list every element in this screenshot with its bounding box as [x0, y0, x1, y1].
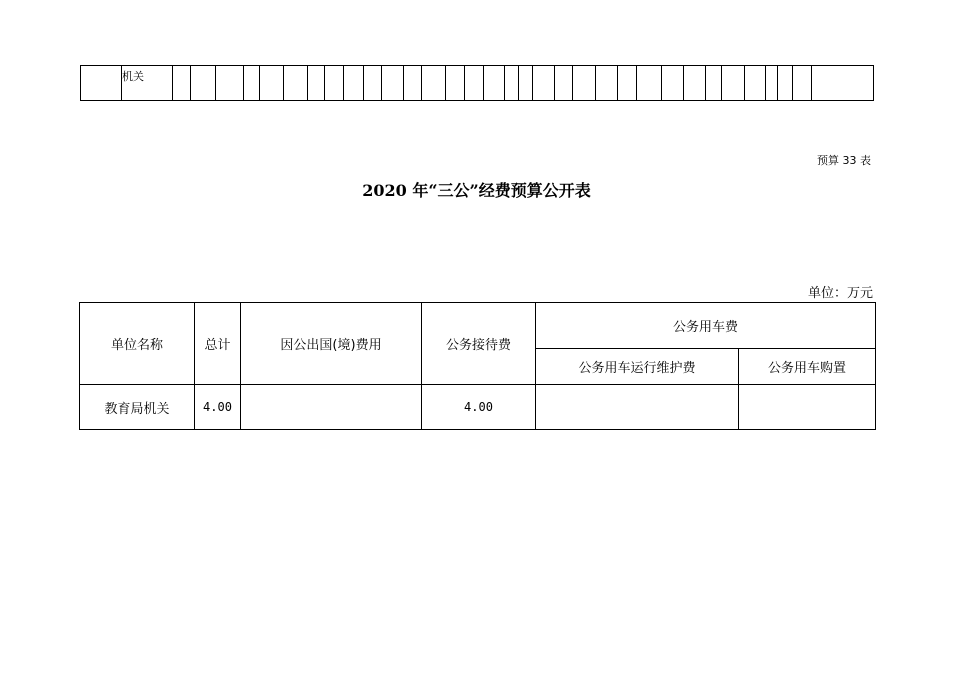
table-cell-divider — [744, 66, 745, 100]
cell-reception: 4.00 — [422, 385, 536, 430]
budget-table — [79, 302, 876, 430]
cell-abroad — [241, 385, 422, 430]
cell-vehicle-operation — [536, 385, 739, 430]
header-vehicle-operation: 公务用车运行维护费 — [536, 349, 739, 385]
table-cell-divider — [554, 66, 555, 100]
table-cell-divider — [765, 66, 766, 100]
table-cell-divider — [777, 66, 778, 100]
page-title: 2020 年“三公”经费预算公开表 — [362, 181, 591, 200]
sheet-number: 预算 33 表 — [817, 154, 871, 167]
table-cell-divider — [792, 66, 793, 100]
table-cell-divider — [483, 66, 484, 100]
table-cell-divider — [595, 66, 596, 100]
table-cell-divider — [190, 66, 191, 100]
table-cell-divider — [504, 66, 505, 100]
table-cell-divider — [307, 66, 308, 100]
table-cell-divider — [532, 66, 533, 100]
table-cell-divider — [705, 66, 706, 100]
table-cell-divider — [811, 66, 812, 100]
table-cell-divider — [636, 66, 637, 100]
table-cell-divider — [464, 66, 465, 100]
table-cell-divider — [617, 66, 618, 100]
table-cell-divider — [283, 66, 284, 100]
header-reception: 公务接待费 — [422, 303, 536, 385]
header-vehicle: 公务用车费 — [536, 303, 876, 349]
table-cell-divider — [121, 66, 122, 100]
cell-total: 4.00 — [195, 385, 241, 430]
header-abroad: 因公出国(境)费用 — [241, 303, 422, 385]
table-cell-divider — [403, 66, 404, 100]
table-cell-divider — [445, 66, 446, 100]
previous-table-cell-label: 机关 — [122, 70, 144, 83]
table-cell-divider — [343, 66, 344, 100]
table-cell-divider — [363, 66, 364, 100]
table-cell-divider — [172, 66, 173, 100]
table-cell-divider — [572, 66, 573, 100]
table-cell-divider — [721, 66, 722, 100]
table-cell-divider — [661, 66, 662, 100]
header-total: 总计 — [195, 303, 241, 385]
header-vehicle-purchase: 公务用车购置 — [739, 349, 876, 385]
table-cell-divider — [243, 66, 244, 100]
cell-vehicle-purchase — [739, 385, 876, 430]
table-row — [80, 385, 876, 430]
previous-table-fragment — [80, 65, 874, 101]
header-unit-name: 单位名称 — [80, 303, 195, 385]
table-cell-divider — [324, 66, 325, 100]
table-cell-divider — [215, 66, 216, 100]
unit-label: 单位：万元 — [807, 286, 873, 301]
cell-unit-name: 教育局机关 — [80, 385, 195, 430]
table-cell-divider — [421, 66, 422, 100]
table-cell-divider — [683, 66, 684, 100]
table-cell-divider — [381, 66, 382, 100]
table-cell-divider — [518, 66, 519, 100]
table-cell-divider — [259, 66, 260, 100]
